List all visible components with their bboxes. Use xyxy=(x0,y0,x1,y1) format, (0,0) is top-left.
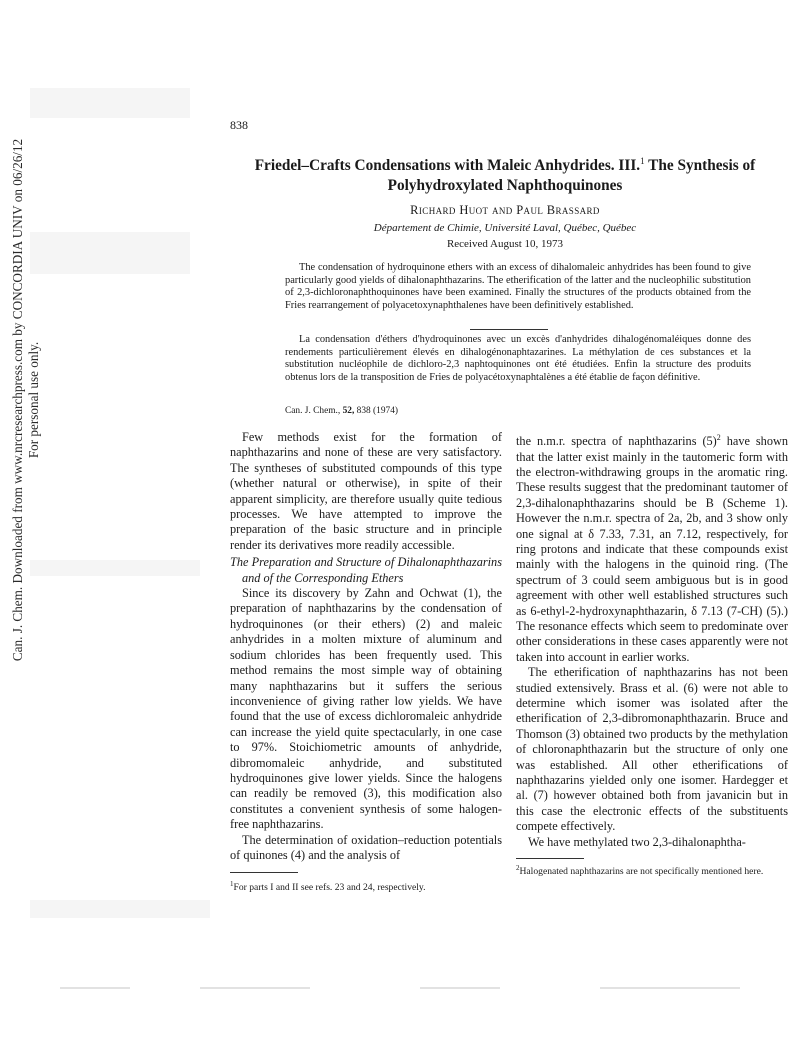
citation-pages: 838 (1974) xyxy=(356,406,399,416)
journal-citation xyxy=(285,406,398,416)
scan-smudge xyxy=(30,560,200,576)
watermark-line-1: Can. J. Chem. Downloaded from www.nrcresearchpress.com by CONCORDIA UNIV on 06/26/12 xyxy=(10,138,25,662)
paragraph-intro: Few methods exist for the formation of naphthazarins and none of these are very satisfactory. The syntheses of substituted compounds of this type (whether natural or otherwise), in spite of their apparent simplicity, are therefore usually quite tedious processes. We have attempted to improve the preparation of the basic structure and in principle render its derivatives more readily accessible. xyxy=(230,430,502,552)
body-column-right xyxy=(516,430,788,850)
paragraph-discovery: Since its discovery by Zahn and Ochwat (1), the preparation of naphthazarins by the condensation of hydroquinones (or their ethers) (2) and maleic anhydrides in a molten mixture of aluminum and sodium chlorides has been frequently used. This method remains the most simple way of obtaining many naphthazarins but it suffers the serious inconvenience of giving rather low yields. We have found that the use of excess dichloromaleic anhydride can increase the yield quite spectacularly, in one case to 97%. Stoichiometric amounts of anhydride, dibromomaleic anhydride, and substituted hydroquinones give lower yields. Since the halogens can readily be removed (3), this modification also constitutes a convenient synthesis of some halogen-free naphthazarins. xyxy=(230,586,502,832)
body-column-left xyxy=(230,430,502,863)
scan-speck xyxy=(600,987,740,989)
scan-smudge xyxy=(30,900,210,918)
title-line-1: Friedel–Crafts Condensations with Maleic Anhydrides. III. xyxy=(254,157,641,175)
footnote-1 xyxy=(230,878,502,894)
footnote-2-mark: 2 xyxy=(516,864,520,872)
title-line-2: Polyhydroxylated Naphthoquinones xyxy=(387,177,623,195)
abstract-english: The condensation of hydroquinone ethers with an excess of dihalomaleic anhydrides has been found to give particularly good yields of dihalonaphthazarins. The etherification of the latter and the nucleophilic substitution of 2,3-dichloronaphthoquinones have been examined. Finally the structures of the products obtained from the Fries rearrangement of polyacetoxynaphthalenes have been definitively established. xyxy=(285,262,751,311)
abstract-french: La condensation d'éthers d'hydroquinones avec un excès d'anhydrides dihalogénomaléiques donne des rendements particulièrement élevés en dihalogénonaphtazarines. La méthylation de ces substances et la substitution nucléophile de dichloro-2,3 naphtoquinones ont été étudiées. Enfin la structure des produits obtenus lors de la transposition de Fries de polyacétoxynaphtalènes a été établie de façon définitive. xyxy=(285,334,751,383)
footnote-1-mark: 1 xyxy=(230,880,234,888)
download-watermark xyxy=(4,140,44,660)
section-heading: The Preparation and Structure of Dihalonaphthazarins and of the Corresponding Ethers xyxy=(230,555,502,585)
footnote-1-text: For parts I and II see refs. 23 and 24, respectively. xyxy=(233,882,426,894)
paragraph-methylation: We have methylated two 2,3-dihalonaphtha- xyxy=(528,834,746,849)
scan-speck xyxy=(200,987,310,989)
article-title xyxy=(230,151,780,196)
paragraph-nmr xyxy=(516,430,788,665)
paragraph-etherification: The etherification of naphthazarins has not been studied extensively. Brass et al. (6) were not able to determine which isomer was isolated after the etherification of 2,3-dibromonaphthazarin. Bruce and Thomson (3) obtained two products by the methylation of chloronaphthazarin but the structure of only one was established. All other etherifications of naphthazarins yielded only one isomer. Hardegger et al. (7) however obtained both from javanicin but in this case the electronic effects of the substituents compete effectively. xyxy=(516,665,788,834)
footnote-2-text: Halogenated naphthazarins are not specifically mentioned here. xyxy=(519,866,764,878)
scan-speck xyxy=(60,987,130,989)
title-footnote-mark: 1 xyxy=(640,156,645,166)
citation-volume: 52, xyxy=(342,406,355,416)
nmr-text-start: the n.m.r. spectra of naphthazarins (5) xyxy=(516,434,717,449)
paragraph-redox: The determination of oxidation–reduction potentials of quinones (4) and the analysis of xyxy=(230,832,502,862)
received-date: Received August 10, 1973 xyxy=(446,238,564,250)
footnote-2 xyxy=(516,862,790,878)
watermark-line-2: For personal use only. xyxy=(26,341,41,459)
authors: Richard Huot and Paul Brassard xyxy=(410,203,600,217)
scan-smudge xyxy=(30,232,190,274)
footnote-rule-right xyxy=(516,858,584,859)
footnote-rule-left xyxy=(230,872,298,873)
scan-speck xyxy=(420,987,500,989)
footnote-ref-2: 2 xyxy=(716,433,721,442)
nmr-text-rest: have shown that the latter exist mainly in the tautomeric form with the electron-withdrawing groups in the aromatic ring. These results suggest that the predominant tautomer of 2,3-dihalonaphthazarins should be B (Scheme 1). However the n.m.r. spectra of 2a, 2b, and 3 show only one signal at δ 7.33, 7.31, an 7.12, respectively, for ring protons and indicate that these compounds exist mainly with the halogens in the quinoid ring. (The spectrum of 3 could seem ambiguous but is in good agreement with other well established structures such as 6-ethyl-2-hydroxynaphthazarin, δ 7.13 (7-CH) (5).) The resonance effects which seem to predominate over other considerations in these cases apparently were not taken into account in earlier works. xyxy=(516,434,788,664)
affiliation: Département de Chimie, Université Laval, Québec, Québec xyxy=(373,222,637,234)
abstract-divider xyxy=(470,329,548,330)
citation-journal: Can. J. Chem., xyxy=(285,406,341,416)
page-number: 838 xyxy=(230,118,248,132)
scan-smudge xyxy=(30,88,190,118)
title-line-1-tail: The Synthesis of xyxy=(644,157,756,175)
